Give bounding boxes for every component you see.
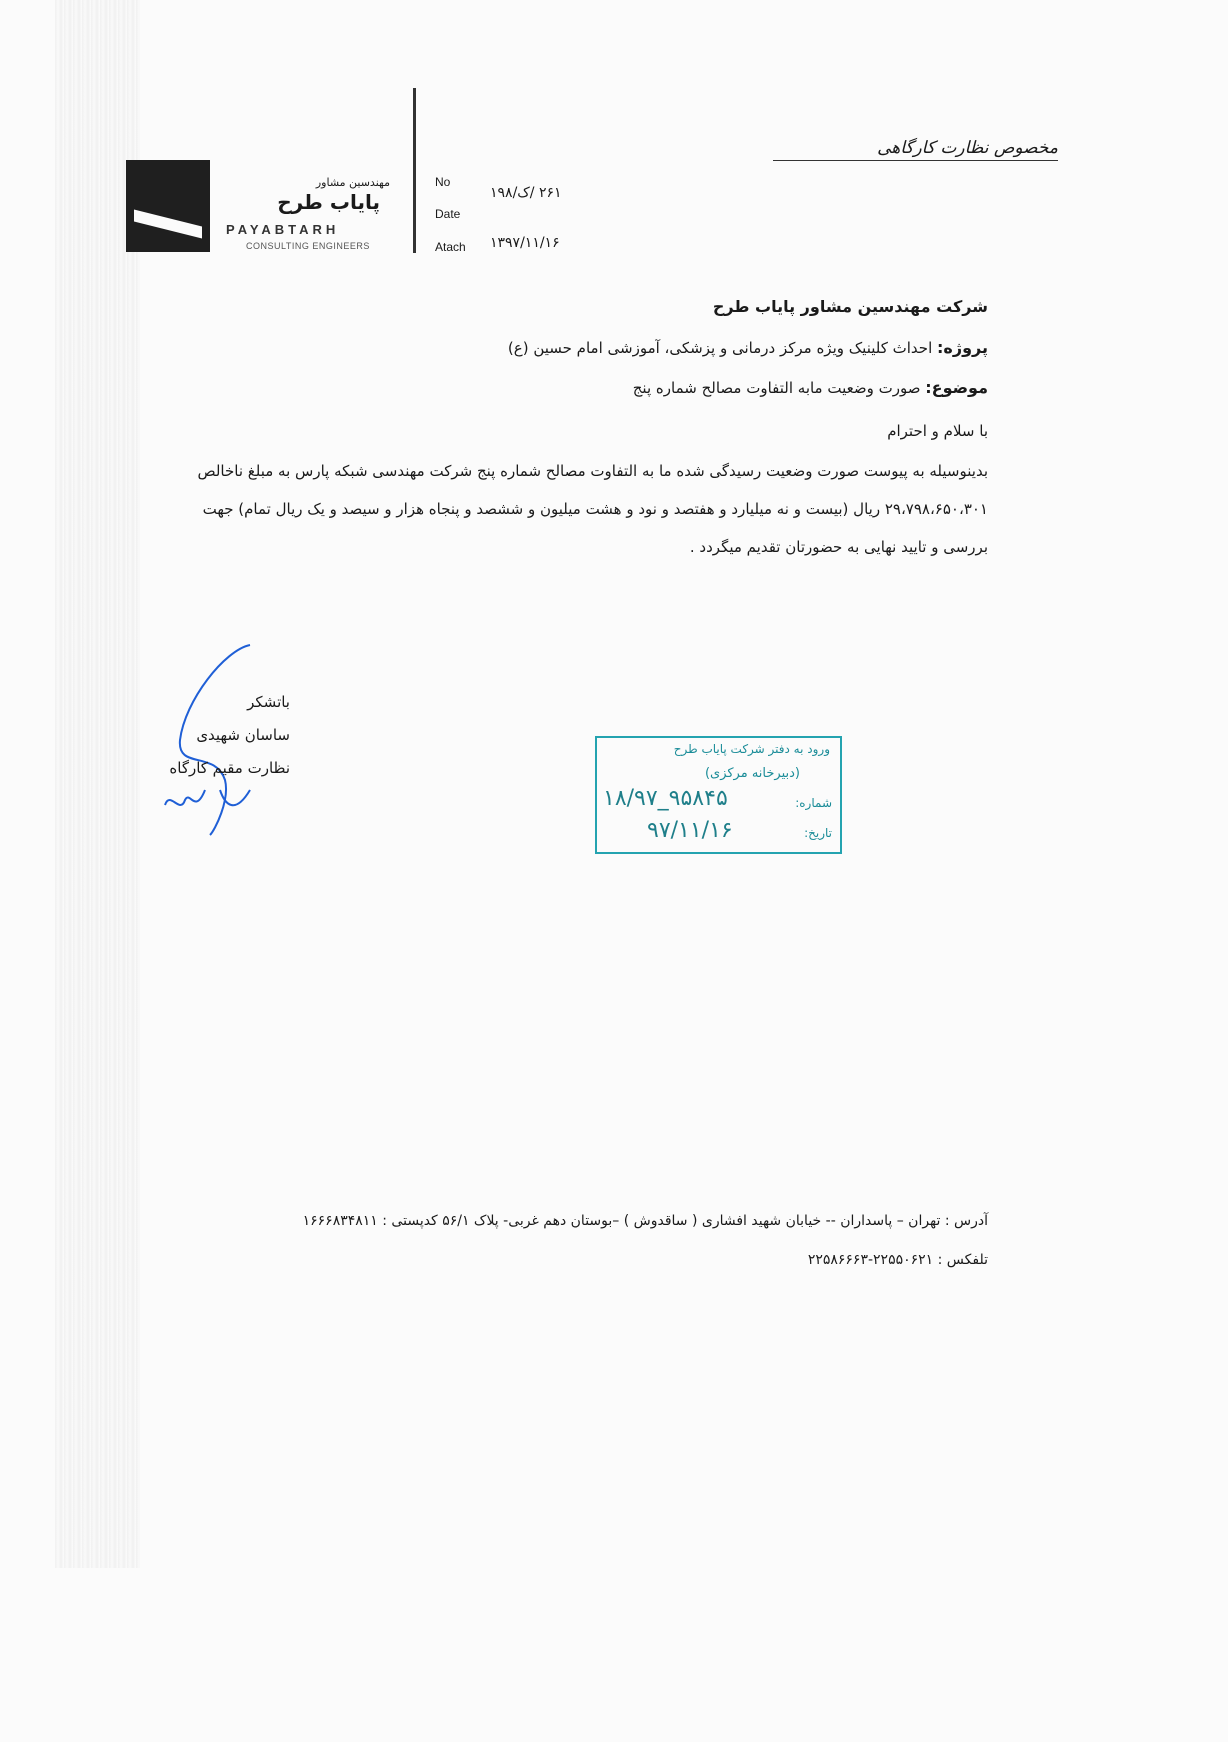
signature-block [150, 686, 290, 785]
stamp-subtitle: (دبیرخانه مرکزی) [704, 766, 800, 781]
signature-name: ساسان شهیدی [196, 726, 290, 744]
no-label: No [435, 175, 451, 189]
signature-role: نظارت مقیم کارگاه [169, 759, 290, 777]
logo-title-en: PAYABTARH [226, 222, 340, 237]
letter-body: بدینوسیله به پیوست صورت وضعیت رسیدگی شده ما به التفاوت مصالح شماره پنج شرکت مهندسی شبکه پارس به مبلغ ناخالص ۲۹،۷۹۸،۶۵۰،۳۰۱ ریال (بیست و نه میلیارد و هفتصد و نود و هشت میلیون و ششصد و پنجاه هزار و سیصد و یک ریال تمام) جهت بررسی و تایید نهایی به حضورتان تقدیم میگردد . [197, 462, 988, 556]
project-line [508, 338, 988, 357]
stamp-date-label: تاریخ: [804, 826, 832, 840]
project-label: پروژه: [937, 338, 988, 357]
footer-address: آدرس : تهران – پاسداران -- خیابان شهید افشاری ( ساقدوش ) –بوستان دهم غربی- پلاک ۵۶/۱ کدپستی : ۱۶۶۶۸۳۴۸۱۱ [302, 1213, 988, 1229]
stamp-number-label: شماره: [795, 796, 832, 810]
signature-thanks: باتشکر [247, 693, 290, 711]
subject-value: صورت وضعیت مابه التفاوت مصالح شماره پنج [632, 379, 921, 397]
header-divider [413, 88, 416, 253]
company-logo-icon [126, 160, 210, 252]
confidential-note: مخصوص نظارت کارگاهی [773, 138, 1058, 161]
subject-label: موضوع: [925, 378, 988, 397]
stamp-date-value: ۹۷/۱۱/۱۶ [647, 818, 733, 843]
stamp-title: ورود به دفتر شرکت پایاب طرح [673, 742, 830, 756]
logo-title-fa: پایاب طرح [277, 190, 380, 214]
footer-fax: تلفکس : ۲۲۵۵۰۶۲۱-۲۲۵۸۶۶۶۳ [807, 1252, 988, 1268]
stamp-number-value: ۱۸/۹۷_۹۵۸۴۵ [603, 786, 728, 811]
project-value: احداث کلینیک ویژه مرکز درمانی و پزشکی، آموزشی امام حسین (ع) [507, 339, 933, 357]
logo-subtitle-fa: مهندسین مشاور [315, 176, 390, 189]
date-label: Date [435, 207, 461, 221]
logo-subtitle-en: CONSULTING ENGINEERS [246, 241, 370, 251]
letter-date: ۱۳۹۷/۱۱/۱۶ [490, 235, 560, 251]
subject-line [633, 378, 988, 397]
recipient-company: شرکت مهندسین مشاور پایاب طرح [712, 297, 988, 316]
attach-label: Atach [435, 240, 466, 254]
greeting: با سلام و احترام [887, 422, 988, 440]
letter-number: ۲۶۱ /ک/۱۹۸ [490, 185, 562, 201]
receipt-stamp [595, 736, 842, 854]
